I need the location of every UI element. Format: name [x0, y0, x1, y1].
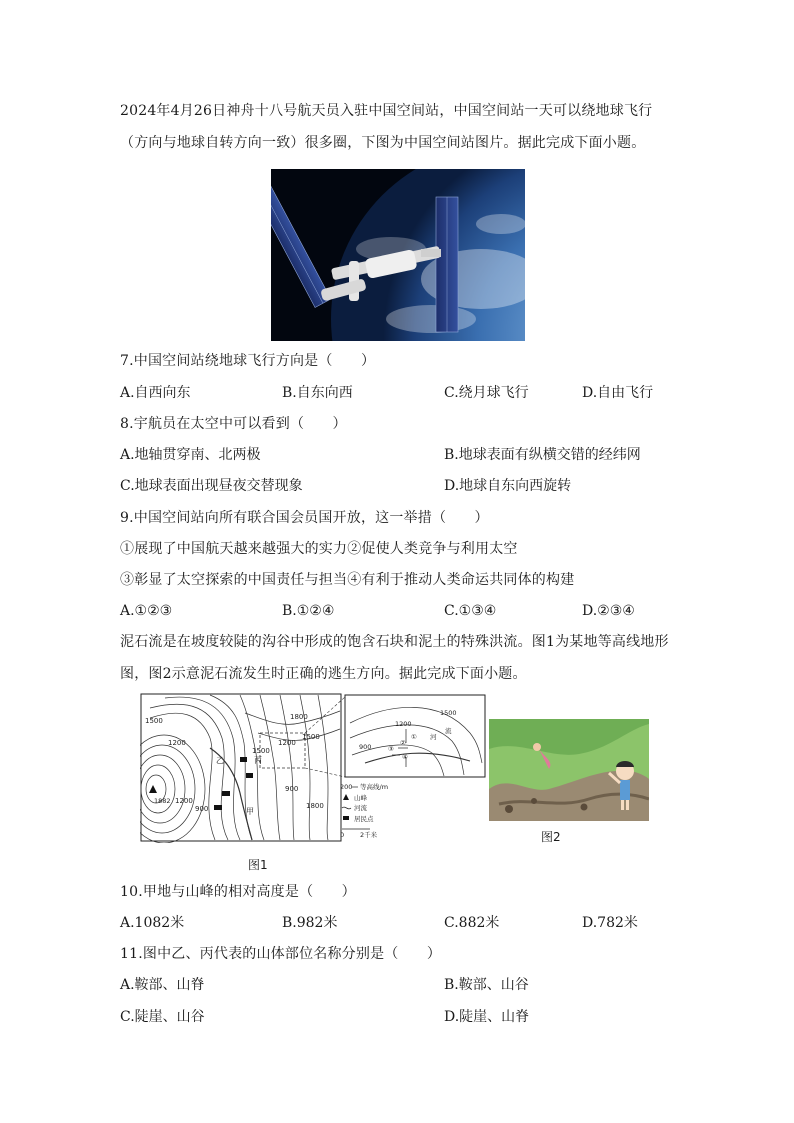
inset-label: 流 — [445, 727, 452, 735]
q8-stem: 8.宇航员在太空中可以看到（ ） — [120, 416, 347, 432]
q7-option-d: D.自由飞行 — [582, 385, 654, 401]
q8-option-d: D.地球自东向西旋转 — [444, 478, 572, 494]
place-yi: 乙 — [216, 756, 224, 765]
inset-label: 900 — [359, 743, 372, 751]
q11-option-c: C.陡崖、山谷 — [120, 1009, 205, 1025]
intro1-line1: 2024年4月26日神舟十八号航天员入驻中国空间站，中国空间站一天可以绕地球飞行 — [120, 103, 653, 119]
scale-label: 2千米 — [360, 831, 378, 839]
legend-contour: 等高线/m — [360, 783, 389, 791]
q10-option-c: C.882米 — [444, 915, 500, 931]
legend-prefix: 200 — [340, 783, 353, 791]
intro2-line2: 图，图2示意泥石流发生时正确的逃生方向。据此完成下面小题。 — [120, 666, 527, 682]
figure1-caption: 图1 — [248, 858, 268, 872]
q11-option-a: A.鞍部、山脊 — [120, 977, 205, 993]
q7-stem: 7.中国空间站绕地球飞行方向是（ ） — [120, 353, 376, 369]
contour-label: 1500 — [145, 717, 163, 725]
q9-option-c: C.①③④ — [444, 603, 497, 619]
contour-label: 900 — [195, 805, 209, 813]
scale-zero: 0 — [340, 831, 345, 839]
contour-label: 1200 — [168, 739, 186, 747]
contour-label: 1800 — [290, 713, 308, 721]
inset-mark: ② — [400, 739, 406, 747]
place-bing: 丙 — [254, 756, 262, 765]
legend-river: 河流 — [354, 804, 367, 812]
legend-settlement: 居民点 — [354, 815, 374, 823]
q11-stem: 11.图中乙、丙代表的山体部位名称分别是（ ） — [120, 946, 442, 962]
inset-label: 1200 — [395, 720, 412, 728]
contour-label: 900 — [285, 785, 299, 793]
q10-stem: 10.甲地与山峰的相对高度是（ ） — [120, 884, 356, 900]
intro1-line2: （方向与地球自转方向一致）很多圈，下图为中国空间站图片。据此完成下面小题。 — [120, 135, 646, 151]
q9-option-a: A.①②③ — [120, 603, 173, 619]
q8-option-c: C.地球表面出现昼夜交替现象 — [120, 478, 303, 494]
figure2-caption: 图2 — [541, 830, 561, 844]
inset-mark: ④ — [402, 753, 408, 761]
space-station-photo — [271, 169, 525, 341]
q9-statement-2: ③彰显了太空探索的中国责任与担当④有利于推动人类命运共同体的构建 — [120, 572, 575, 588]
q9-statement-1: ①展现了中国航天越来越强大的实力②促使人类竞争与利用太空 — [120, 541, 518, 557]
contour-label: 1200 — [175, 797, 193, 805]
intro2-line1: 泥石流是在坡度较陡的沟谷中形成的饱含石块和泥土的特殊洪流。图1为某地等高线地形 — [120, 634, 669, 650]
q9-stem: 9.中国空间站向所有联合国会员国开放，这一举措（ ） — [120, 510, 489, 526]
inset-label: 1500 — [440, 709, 457, 717]
contour-label: 1200 — [278, 739, 296, 747]
inset-mark: ① — [411, 733, 417, 741]
q10-option-d: D.782米 — [582, 915, 638, 931]
contour-label: 1500 — [252, 747, 270, 755]
inset-label: 河 — [430, 733, 437, 741]
figure2-illustration — [489, 719, 649, 821]
q8-option-a: A.地轴贯穿南、北两极 — [120, 447, 261, 463]
q7-option-b: B.自东向西 — [282, 385, 353, 401]
q11-option-d: D.陡崖、山脊 — [444, 1009, 530, 1025]
q7-option-c: C.绕月球飞行 — [444, 385, 529, 401]
contour-label: 1800 — [306, 802, 324, 810]
place-jia: 甲 — [246, 807, 254, 816]
q7-option-a: A.自西向东 — [120, 385, 191, 401]
legend-peak: 山峰 — [354, 794, 367, 802]
q8-option-b: B.地球表面有纵横交错的经纬网 — [444, 447, 641, 463]
q10-option-b: B.982米 — [282, 915, 338, 931]
inset-mark: ③ — [388, 745, 394, 753]
contour-label: 1500 — [302, 733, 320, 741]
q10-option-a: A.1082米 — [120, 915, 185, 931]
figure1-contour-map — [140, 693, 488, 843]
q9-option-d: D.②③④ — [582, 603, 635, 619]
peak-elevation: 1882 — [154, 797, 171, 805]
q11-option-b: B.鞍部、山谷 — [444, 977, 529, 993]
q9-option-b: B.①②④ — [282, 603, 335, 619]
